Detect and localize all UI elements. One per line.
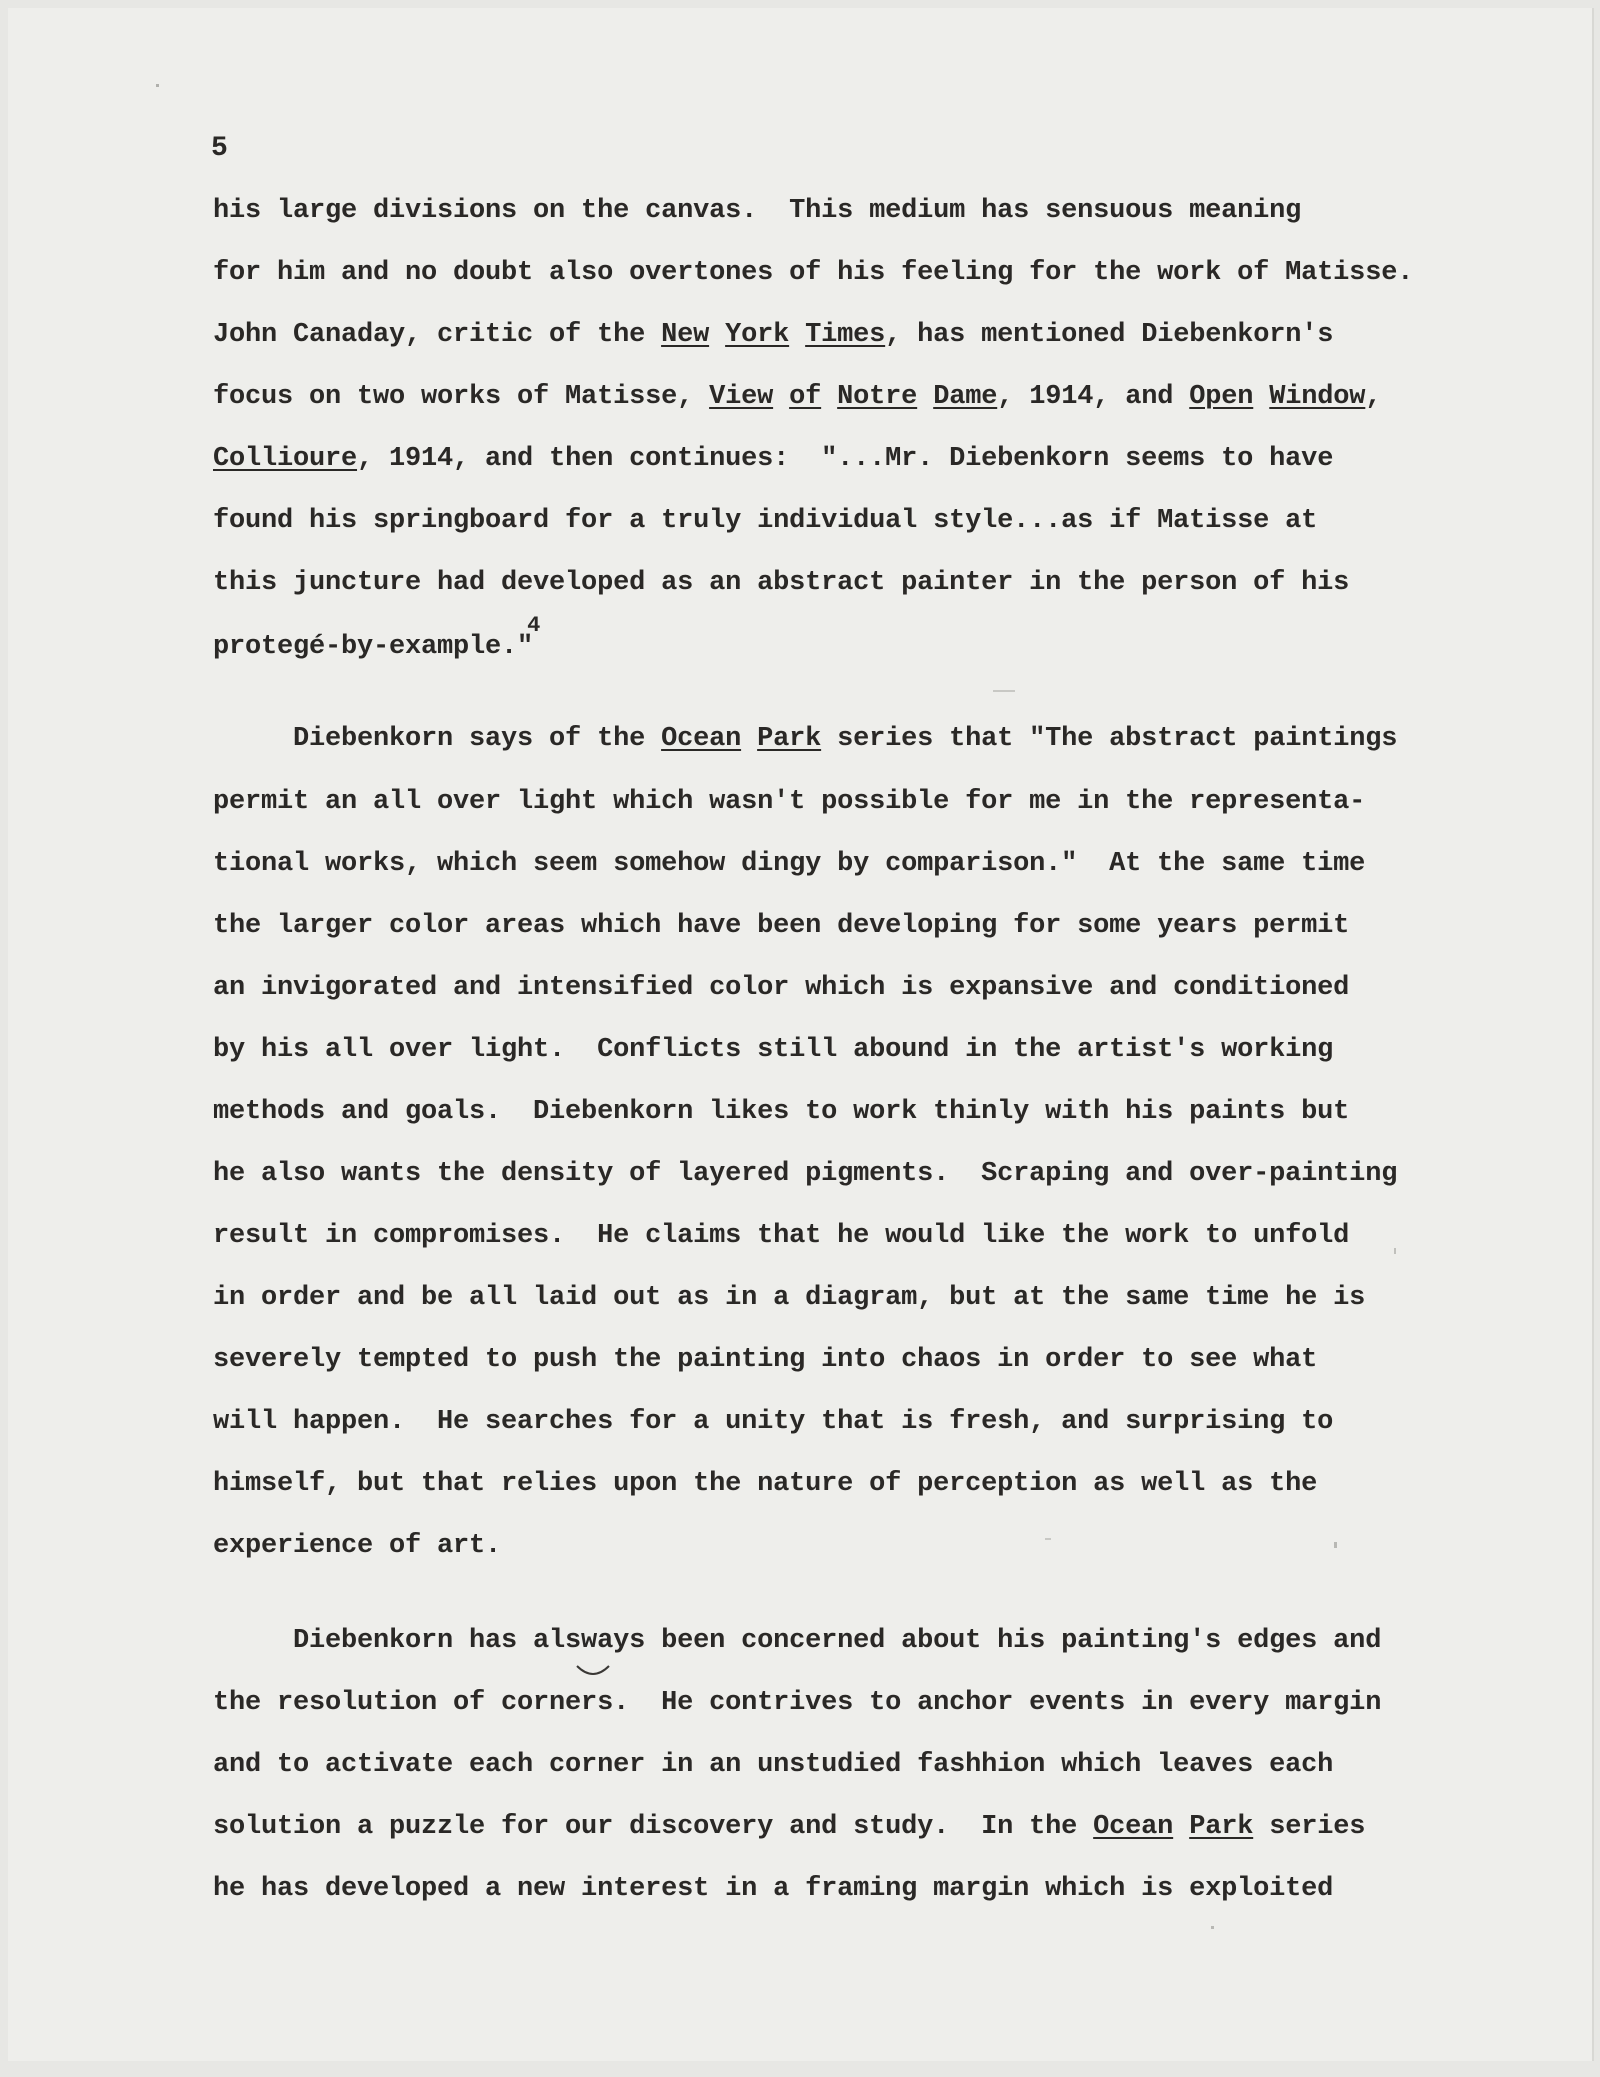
text-line: will happen. He searches for a unity that is fresh, and surprising to: [213, 1407, 1334, 1437]
text-line: severely tempted to push the painting into chaos in order to see what: [213, 1345, 1318, 1375]
underlined-title-word: New: [661, 320, 710, 350]
text-line: himself, but that relies upon the nature of perception as well as the: [213, 1469, 1318, 1499]
footnote-marker: 4: [527, 613, 541, 638]
text-run: series: [1253, 1812, 1366, 1842]
scan-speck: [1394, 1248, 1396, 1254]
text-run: ,: [1365, 382, 1382, 412]
text-line: Diebenkorn has alsways been concerned about his painting's edges and: [213, 1626, 1382, 1656]
underlined-title-word: Dame: [933, 382, 998, 412]
text-line: his large divisions on the canvas. This medium has sensuous meaning: [213, 196, 1302, 226]
page-number: 5: [211, 133, 228, 164]
underlined-title-word: View: [709, 382, 774, 412]
text-line: by his all over light. Conflicts still abound in the artist's working: [213, 1035, 1334, 1065]
underlined-title-word: Open: [1189, 382, 1254, 412]
text-line: an invigorated and intensified color which is expansive and conditioned: [213, 973, 1350, 1003]
text-line: [213, 444, 1333, 474]
scan-speck: [993, 690, 1015, 692]
text-line: [213, 1812, 1365, 1842]
text-run: Diebenkorn says of the: [213, 724, 662, 754]
text-line: experience of art.: [213, 1531, 502, 1561]
text-line: result in compromises. He claims that he would like the work to unfold: [213, 1221, 1350, 1251]
underlined-title-word: Collioure: [213, 444, 358, 474]
underlined-title-word: Window: [1269, 382, 1366, 412]
text-line: tional works, which seem somehow dingy by comparison." At the same time: [213, 849, 1366, 879]
text-run: , 1914, and: [997, 382, 1190, 412]
text-run: , 1914, and then continues: "...Mr. Diebenkorn seems to have: [357, 444, 1334, 474]
scan-speck: [1045, 1538, 1051, 1540]
text-run: John Canaday, critic of the: [213, 320, 662, 350]
text-line: and to activate each corner in an unstudied fashhion which leaves each: [213, 1750, 1334, 1780]
text-line: this juncture had developed as an abstract painter in the person of his: [213, 568, 1350, 598]
text-line: the larger color areas which have been developing for some years permit: [213, 911, 1350, 941]
text-line: for him and no doubt also overtones of his feeling for the work of Matisse.: [213, 258, 1414, 288]
text-run: protegé-by-example.": [213, 632, 534, 662]
text-line: in order and be all laid out as in a diagram, but at the same time he is: [213, 1283, 1366, 1313]
underlined-title-word: Park: [757, 724, 822, 754]
correction-mark: [573, 1660, 613, 1684]
text-run: , has mentioned Diebenkorn's: [885, 320, 1334, 350]
text-line: [213, 320, 1333, 350]
text-run: series that "The abstract paintings: [821, 724, 1398, 754]
underlined-title-word: of: [789, 382, 822, 412]
underlined-title-word: Times: [805, 320, 886, 350]
text-line: he has developed a new interest in a framing margin which is exploited: [213, 1874, 1334, 1904]
underlined-title-word: Notre: [837, 382, 918, 412]
underlined-title-word: Ocean: [661, 724, 742, 754]
underlined-title-word: York: [725, 320, 790, 350]
text-line: he also wants the density of layered pigments. Scraping and over-painting: [213, 1159, 1398, 1189]
text-line: [213, 613, 541, 662]
text-line: [213, 724, 1397, 754]
document-page: [8, 8, 1594, 2061]
text-line: methods and goals. Diebenkorn likes to work thinly with his paints but: [213, 1097, 1350, 1127]
text-run: focus on two works of Matisse,: [213, 382, 710, 412]
text-run: solution a puzzle for our discovery and study. In the: [213, 1812, 1094, 1842]
text-line: found his springboard for a truly individual style...as if Matisse at: [213, 506, 1318, 536]
text-line: permit an all over light which wasn't possible for me in the representa-: [213, 787, 1366, 817]
underlined-title-word: Park: [1189, 1812, 1254, 1842]
scan-speck: [156, 84, 159, 87]
underlined-title-word: Ocean: [1093, 1812, 1174, 1842]
scan-speck: [1211, 1926, 1214, 1929]
text-line: [213, 382, 1381, 412]
scan-speck: [1334, 1542, 1337, 1548]
text-line: the resolution of corners. He contrives to anchor events in every margin: [213, 1688, 1382, 1718]
